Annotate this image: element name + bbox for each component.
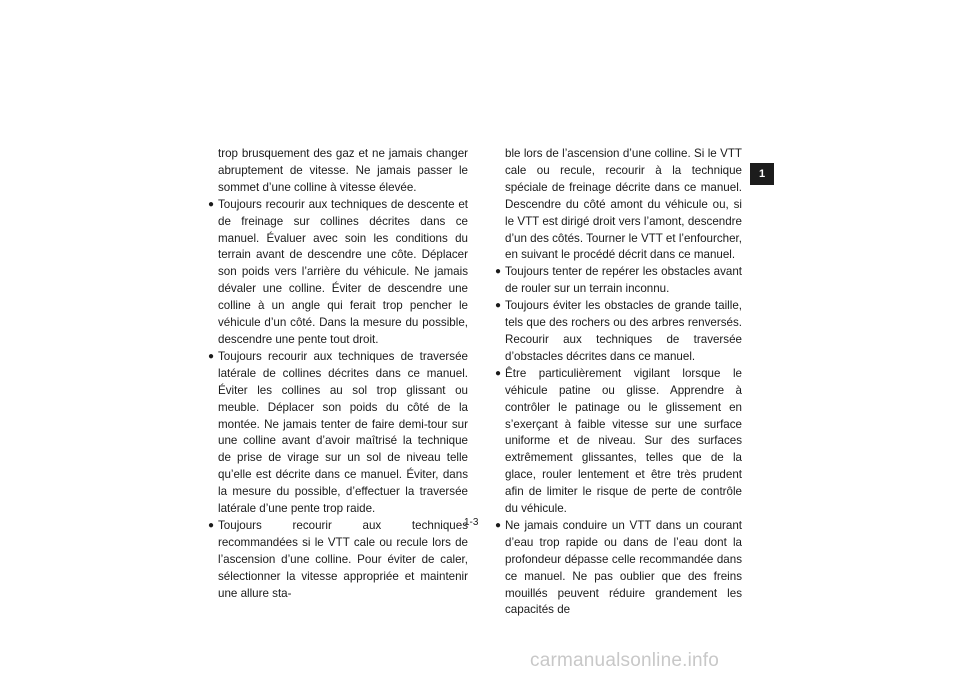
left-bullet-text: Toujours recourir aux techniques de descente et de freinage sur collines décrites dans ce manuel. Évaluer avec soin les conditions du terrain avant de descendre une côte. Déplacer son poids vers l’arrière du véhicule. Ne jamais dévaler une colline. Éviter de descendre une colline à un angle qui ferait trop pencher le véhicule d’un côté. Dans la mesure du possible, descendre une pente tout droit. bbox=[218, 197, 468, 346]
left-bullet-item bbox=[208, 349, 468, 518]
right-bullet-item bbox=[495, 366, 742, 518]
right-column bbox=[495, 146, 742, 619]
left-column bbox=[208, 146, 468, 602]
right-bullet-item bbox=[495, 264, 742, 298]
left-continuation-paragraph: trop brusquement des gaz et ne jamais changer abruptement de vitesse. Ne jamais passer le sommet d’une colline à vitesse élevée. bbox=[218, 147, 468, 194]
left-bullet-text: Toujours recourir aux techniques de traversée latérale de collines décrites dans ce manuel. Éviter les collines au sol trop glissant ou meuble. Déplacer son poids du côté de la montée. Ne jamais tenter de faire demi-tour sur une colline avant d’avoir maîtrisé la technique de prise de virage sur un sol de niveau telle qu’elle est décrite dans ce manuel. Éviter, dans la mesure du possible, d’effectuer la traversée latérale d’une pente trop raide. bbox=[218, 349, 468, 516]
right-bullet-text: Ne jamais conduire un VTT dans un courant d’eau trop rapide ou dans de l’eau dont la profondeur dépasse celle recommandée dans ce manuel. Ne pas oublier que des freins mouillés peuvent réduire grandement les capacités de bbox=[505, 518, 742, 617]
bullet-dot-icon: ● bbox=[208, 350, 215, 362]
watermark-text: carmanualsonline.info bbox=[530, 650, 720, 671]
bullet-dot-icon: ● bbox=[495, 300, 502, 312]
right-bullet-text: Toujours éviter les obstacles de grande taille, tels que des rochers ou des arbres renversés. Recourir aux techniques de traversée d’obstacles décrites dans ce manuel. bbox=[505, 299, 742, 363]
right-bullet-item bbox=[495, 298, 742, 366]
bullet-dot-icon: ● bbox=[208, 198, 215, 210]
bullet-dot-icon: ● bbox=[495, 266, 502, 278]
bullet-dot-icon: ● bbox=[495, 519, 502, 531]
left-bullet-text: Toujours recourir aux techniques recommandées si le VTT cale ou recule lors de l’ascension d’une colline. Pour éviter de caler, sélectionner la vitesse appropriée et maintenir une allure sta- bbox=[218, 518, 468, 600]
right-continuation-paragraph: ble lors de l’ascension d’une colline. Si le VTT cale ou recule, recourir à la technique spéciale de freinage décrite dans ce manuel. Descendre du côté amont du véhicule ou, si le VTT est dirigé droit vers l’amont, descendre d’un des côtés. Tourner le VTT et l’enfourcher, en suivant le procédé décrit dans ce manuel. bbox=[505, 147, 742, 262]
bullet-dot-icon: ● bbox=[208, 519, 215, 531]
right-bullet-text: Être particulièrement vigilant lorsque le véhicule patine ou glisse. Apprendre à contrôler le patinage ou le glissement en s’exerçant à faible vitesse sur une surface uniforme et de niveau. Sur des surfaces extrêmement glissantes, telles que de la glace, rouler lentement et être très prudent afin de limiter le risque de perte de contrôle du véhicule. bbox=[505, 366, 742, 516]
left-bullet-item bbox=[208, 197, 468, 349]
right-bullet-text: Toujours tenter de repérer les obstacles avant de rouler sur un terrain inconnu. bbox=[505, 265, 742, 296]
chapter-tab: 1 bbox=[750, 163, 774, 185]
left-bullet-item bbox=[208, 518, 468, 603]
bullet-dot-icon: ● bbox=[495, 367, 502, 379]
page-number: 1-3 bbox=[464, 517, 479, 528]
right-bullet-item bbox=[495, 518, 742, 619]
